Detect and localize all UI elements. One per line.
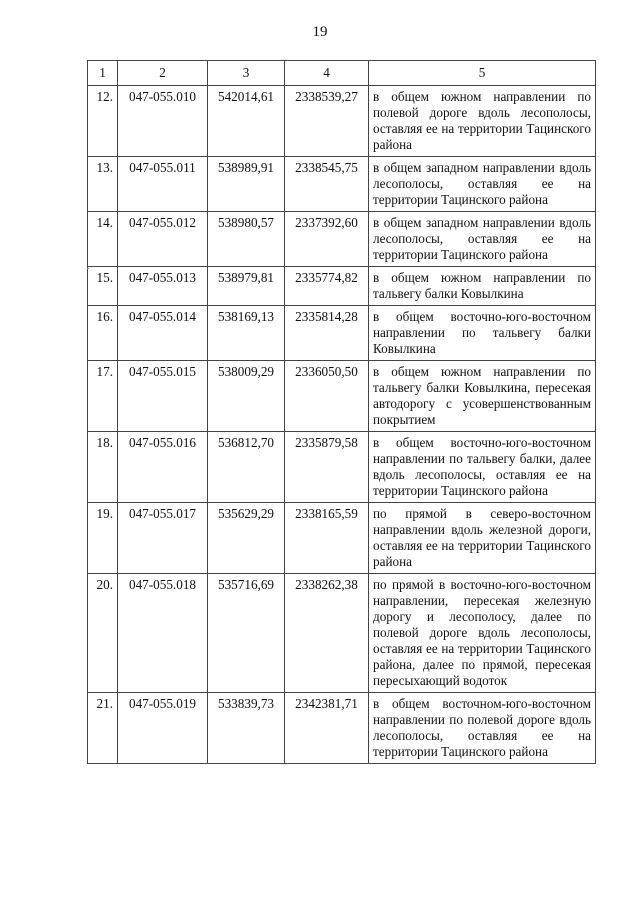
- description-cell: в общем западном направлении вдоль лесополосы, оставляя ее на территории Тацинского района: [369, 212, 596, 267]
- x-coordinate-cell: 538979,81: [208, 267, 285, 306]
- y-coordinate-cell: 2335814,28: [285, 306, 369, 361]
- row-number-cell: 14.: [88, 212, 118, 267]
- row-number-cell: 15.: [88, 267, 118, 306]
- row-number-cell: 13.: [88, 157, 118, 212]
- description-cell: по прямой в восточно-юго-восточном направлении, пересекая железную дорогу и лесополосу, далее по полевой дороге вдоль лесополосы, оставляя ее на территории Тацинского района, далее по прямой, пересекая пересыхающий водоток: [369, 574, 596, 693]
- point-code-cell: 047-055.017: [118, 503, 208, 574]
- table-row: [88, 693, 596, 764]
- x-coordinate-cell: 535716,69: [208, 574, 285, 693]
- table-row: [88, 212, 596, 267]
- y-coordinate-cell: 2338165,59: [285, 503, 369, 574]
- y-coordinate-cell: 2338539,27: [285, 86, 369, 157]
- table-row: [88, 86, 596, 157]
- description-cell: в общем южном направлении по тальвегу балки Ковылкина: [369, 267, 596, 306]
- table-row: [88, 503, 596, 574]
- row-number-cell: 12.: [88, 86, 118, 157]
- point-code-cell: 047-055.014: [118, 306, 208, 361]
- table-row: [88, 574, 596, 693]
- y-coordinate-cell: 2336050,50: [285, 361, 369, 432]
- column-header-1: 1: [88, 61, 118, 86]
- description-cell: в общем восточном-юго-восточном направлении по полевой дороге вдоль лесополосы, оставляя ее на территории Тацинского района: [369, 693, 596, 764]
- row-number-cell: 16.: [88, 306, 118, 361]
- x-coordinate-cell: 533839,73: [208, 693, 285, 764]
- point-code-cell: 047-055.013: [118, 267, 208, 306]
- description-cell: в общем южном направлении по полевой дороге вдоль лесополосы, оставляя ее на территории Тацинского района: [369, 86, 596, 157]
- x-coordinate-cell: 535629,29: [208, 503, 285, 574]
- table-row: [88, 267, 596, 306]
- x-coordinate-cell: 538980,57: [208, 212, 285, 267]
- x-coordinate-cell: 538989,91: [208, 157, 285, 212]
- y-coordinate-cell: 2335774,82: [285, 267, 369, 306]
- description-cell: по прямой в северо-восточном направлении вдоль железной дороги, оставляя ее на территории Тацинского района: [369, 503, 596, 574]
- y-coordinate-cell: 2337392,60: [285, 212, 369, 267]
- column-header-4: 4: [285, 61, 369, 86]
- y-coordinate-cell: 2338262,38: [285, 574, 369, 693]
- row-number-cell: 21.: [88, 693, 118, 764]
- table-row: [88, 157, 596, 212]
- point-code-cell: 047-055.019: [118, 693, 208, 764]
- row-number-cell: 17.: [88, 361, 118, 432]
- table-row: [88, 306, 596, 361]
- page-number: 19: [312, 24, 328, 40]
- row-number-cell: 19.: [88, 503, 118, 574]
- row-number-cell: 18.: [88, 432, 118, 503]
- margin-mark: [87, 268, 89, 269]
- description-cell: в общем южном направлении по тальвегу балки Ковылкина, пересекая автодорогу с усовершенствованным покрытием: [369, 361, 596, 432]
- table-body: [88, 86, 596, 764]
- point-code-cell: 047-055.015: [118, 361, 208, 432]
- point-code-cell: 047-055.012: [118, 212, 208, 267]
- x-coordinate-cell: 536812,70: [208, 432, 285, 503]
- point-code-cell: 047-055.010: [118, 86, 208, 157]
- x-coordinate-cell: 542014,61: [208, 86, 285, 157]
- point-code-cell: 047-055.018: [118, 574, 208, 693]
- column-header-3: 3: [208, 61, 285, 86]
- table-row: [88, 361, 596, 432]
- description-cell: в общем западном направлении вдоль лесополосы, оставляя ее на территории Тацинского района: [369, 157, 596, 212]
- point-code-cell: 047-055.011: [118, 157, 208, 212]
- y-coordinate-cell: 2342381,71: [285, 693, 369, 764]
- y-coordinate-cell: 2335879,58: [285, 432, 369, 503]
- y-coordinate-cell: 2338545,75: [285, 157, 369, 212]
- point-code-cell: 047-055.016: [118, 432, 208, 503]
- description-cell: в общем восточно-юго-восточном направлении по тальвегу балки, далее вдоль лесополосы, оставляя ее на территории Тацинского района: [369, 432, 596, 503]
- row-number-cell: 20.: [88, 574, 118, 693]
- column-header-5: 5: [369, 61, 596, 86]
- description-cell: в общем восточно-юго-восточном направлении по тальвегу балки Ковылкина: [369, 306, 596, 361]
- column-header-2: 2: [118, 61, 208, 86]
- boundary-points-table: [87, 60, 596, 764]
- x-coordinate-cell: 538009,29: [208, 361, 285, 432]
- table-row: [88, 432, 596, 503]
- table-header-row: [88, 61, 596, 86]
- x-coordinate-cell: 538169,13: [208, 306, 285, 361]
